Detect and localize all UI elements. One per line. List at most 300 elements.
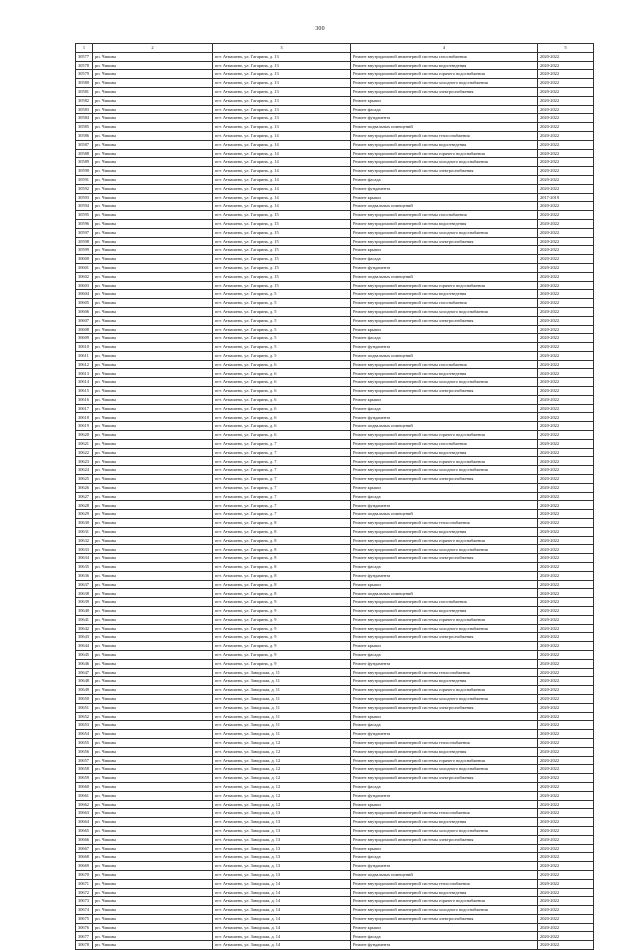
period-cell: 2020-2022	[538, 738, 594, 747]
address-cell: пгт. Атмашево, ул. Гагарина, д. 13	[213, 79, 351, 88]
period-cell: 2020-2022	[538, 439, 594, 448]
table-row	[76, 149, 594, 158]
address-cell: пгт. Атмашево, ул. Гагарина, д. 5	[213, 316, 351, 325]
municipality-cell: рп. Чишмы	[93, 439, 213, 448]
work-type-cell: Ремонт фасада	[351, 853, 538, 862]
municipality-cell: рп. Чишмы	[93, 589, 213, 598]
address-cell: пгт. Атмашево, ул. Гагарина, д. 8	[213, 589, 351, 598]
row-number-cell: 30674	[76, 906, 93, 915]
address-cell: пгт. Атмашево, ул. Гагарина, д. 8	[213, 536, 351, 545]
address-cell: пгт. Атмашево, ул. Гагарина, д. 15	[213, 211, 351, 220]
period-cell: 2020-2022	[538, 694, 594, 703]
period-cell: 2020-2022	[538, 501, 594, 510]
municipality-cell: рп. Чишмы	[93, 765, 213, 774]
municipality-cell: рп. Чишмы	[93, 351, 213, 360]
work-type-cell: Ремонт внутридомовой инженерной системы газоснабжения	[351, 211, 538, 220]
row-number-cell: 30653	[76, 721, 93, 730]
address-cell: пгт. Атмашево, ул. Гагарина, д. 13	[213, 114, 351, 123]
row-number-cell: 30640	[76, 607, 93, 616]
municipality-cell: рп. Чишмы	[93, 246, 213, 255]
work-type-cell: Ремонт крыши	[351, 712, 538, 721]
header-cell-municipality: 2	[93, 44, 213, 53]
header-cell-period: 5	[538, 44, 594, 53]
period-cell: 2020-2022	[538, 774, 594, 783]
address-cell: пгт. Атмашево, ул. Гагарина, д. 9	[213, 659, 351, 668]
row-number-cell: 30644	[76, 642, 93, 651]
municipality-cell: рп. Чишмы	[93, 387, 213, 396]
municipality-cell: рп. Чишмы	[93, 123, 213, 132]
work-type-cell: Ремонт подвальных помещений	[351, 123, 538, 132]
row-number-cell: 30658	[76, 765, 93, 774]
municipality-cell: рп. Чишмы	[93, 105, 213, 114]
period-cell: 2020-2022	[538, 615, 594, 624]
period-cell: 2020-2022	[538, 431, 594, 440]
municipality-cell: рп. Чишмы	[93, 914, 213, 923]
work-type-cell: Ремонт внутридомовой инженерной системы горячего водоснабжения	[351, 536, 538, 545]
work-type-cell: Ремонт фундамента	[351, 263, 538, 272]
row-number-cell: 30670	[76, 870, 93, 879]
table-row	[76, 246, 594, 255]
period-cell: 2020-2022	[538, 422, 594, 431]
address-cell: пгт. Атмашево, ул. Гагарина, д. 14	[213, 131, 351, 140]
municipality-cell: рп. Чишмы	[93, 193, 213, 202]
period-cell: 2020-2022	[538, 52, 594, 61]
address-cell: пгт. Атмашево, ул. Гагарина, д. 15	[213, 246, 351, 255]
work-type-cell: Ремонт внутридомовой инженерной системы водоотведения	[351, 219, 538, 228]
address-cell: пгт. Атмашево, ул. Гагарина, д. 15	[213, 263, 351, 272]
period-cell: 2020-2022	[538, 650, 594, 659]
work-type-cell: Ремонт внутридомовой инженерной системы теплоснабжения	[351, 879, 538, 888]
address-cell: пгт. Атмашево, ул. Гагарина, д. 13	[213, 105, 351, 114]
work-type-cell: Ремонт внутридомовой инженерной системы холодного водоснабжения	[351, 79, 538, 88]
address-cell: пгт. Атмашево, ул. Гагарина, д. 13	[213, 61, 351, 70]
municipality-cell: рп. Чишмы	[93, 650, 213, 659]
table-row	[76, 52, 594, 61]
period-cell: 2020-2022	[538, 862, 594, 871]
period-cell: 2020-2022	[538, 545, 594, 554]
period-cell: 2020-2022	[538, 70, 594, 79]
work-type-cell: Ремонт внутридомовой инженерной системы газоснабжения	[351, 439, 538, 448]
table-row	[76, 844, 594, 853]
row-number-cell: 30586	[76, 131, 93, 140]
row-number-cell: 30659	[76, 774, 93, 783]
address-cell: пгт. Атмашево, ул. Гагарина, д. 9	[213, 642, 351, 651]
table-row	[76, 307, 594, 316]
row-number-cell: 30617	[76, 404, 93, 413]
municipality-cell: рп. Чишмы	[93, 941, 213, 950]
municipality-cell: рп. Чишмы	[93, 659, 213, 668]
row-number-cell: 30580	[76, 79, 93, 88]
municipality-cell: рп. Чишмы	[93, 149, 213, 158]
work-type-cell: Ремонт внутридомовой инженерной системы водоотведения	[351, 369, 538, 378]
period-cell: 2020-2022	[538, 782, 594, 791]
table-row	[76, 131, 594, 140]
municipality-cell: рп. Чишмы	[93, 598, 213, 607]
address-cell: пгт. Атмашево, ул. Гагарина, д. 15	[213, 272, 351, 281]
municipality-cell: рп. Чишмы	[93, 615, 213, 624]
municipality-cell: рп. Чишмы	[93, 888, 213, 897]
work-type-cell: Ремонт внутридомовой инженерной системы горячего водоснабжения	[351, 686, 538, 695]
address-cell: пгт. Атмашево, ул. Заводская, д. 13	[213, 870, 351, 879]
row-number-cell: 30643	[76, 633, 93, 642]
work-type-cell: Ремонт внутридомовой инженерной системы электроснабжения	[351, 167, 538, 176]
row-number-cell: 30676	[76, 923, 93, 932]
municipality-cell: рп. Чишмы	[93, 862, 213, 871]
table-row	[76, 624, 594, 633]
municipality-cell: рп. Чишмы	[93, 211, 213, 220]
period-cell: 2020-2022	[538, 791, 594, 800]
table-row	[76, 721, 594, 730]
municipality-cell: рп. Чишмы	[93, 202, 213, 211]
table-row	[76, 255, 594, 264]
row-number-cell: 30646	[76, 659, 93, 668]
row-number-cell: 30635	[76, 563, 93, 572]
municipality-cell: рп. Чишмы	[93, 809, 213, 818]
address-cell: пгт. Атмашево, ул. Гагарина, д. 8	[213, 563, 351, 572]
table-row	[76, 571, 594, 580]
table-row	[76, 527, 594, 536]
municipality-cell: рп. Чишмы	[93, 237, 213, 246]
table-row	[76, 316, 594, 325]
address-cell: пгт. Атмашево, ул. Заводская, д. 11	[213, 712, 351, 721]
period-cell: 2020-2022	[538, 932, 594, 941]
address-cell: пгт. Атмашево, ул. Заводская, д. 12	[213, 747, 351, 756]
table-row	[76, 826, 594, 835]
municipality-cell: рп. Чишмы	[93, 756, 213, 765]
row-number-cell: 30678	[76, 941, 93, 950]
table-row	[76, 158, 594, 167]
table-row	[76, 483, 594, 492]
work-type-cell: Ремонт внутридомовой инженерной системы теплоснабжения	[351, 668, 538, 677]
table-row	[76, 536, 594, 545]
address-cell: пгт. Атмашево, ул. Гагарина, д. 6	[213, 422, 351, 431]
period-cell: 2020-2022	[538, 879, 594, 888]
period-cell: 2020-2022	[538, 888, 594, 897]
period-cell: 2020-2022	[538, 712, 594, 721]
row-number-cell: 30634	[76, 554, 93, 563]
table-row	[76, 589, 594, 598]
municipality-cell: рп. Чишмы	[93, 131, 213, 140]
work-type-cell: Ремонт внутридомовой инженерной системы горячего водоснабжения	[351, 431, 538, 440]
row-number-cell: 30595	[76, 211, 93, 220]
row-number-cell: 30628	[76, 501, 93, 510]
table-row	[76, 184, 594, 193]
table-row	[76, 334, 594, 343]
municipality-cell: рп. Чишмы	[93, 457, 213, 466]
work-type-cell: Ремонт внутридомовой инженерной системы холодного водоснабжения	[351, 694, 538, 703]
table-row	[76, 545, 594, 554]
address-cell: пгт. Атмашево, ул. Гагарина, д. 7	[213, 457, 351, 466]
address-cell: пгт. Атмашево, ул. Гагарина, д. 14	[213, 184, 351, 193]
work-type-cell: Ремонт внутридомовой инженерной системы теплоснабжения	[351, 738, 538, 747]
municipality-cell: рп. Чишмы	[93, 501, 213, 510]
table-row	[76, 835, 594, 844]
work-type-cell: Ремонт внутридомовой инженерной системы теплоснабжения	[351, 131, 538, 140]
municipality-cell: рп. Чишмы	[93, 818, 213, 827]
row-number-cell: 30651	[76, 703, 93, 712]
municipality-cell: рп. Чишмы	[93, 870, 213, 879]
table-row	[76, 105, 594, 114]
period-cell: 2020-2022	[538, 131, 594, 140]
table-row	[76, 712, 594, 721]
period-cell: 2020-2022	[538, 826, 594, 835]
work-type-cell: Ремонт подвальных помещений	[351, 351, 538, 360]
address-cell: пгт. Атмашево, ул. Гагарина, д. 6	[213, 395, 351, 404]
municipality-cell: рп. Чишмы	[93, 826, 213, 835]
table-row	[76, 686, 594, 695]
row-number-cell: 30618	[76, 413, 93, 422]
address-cell: пгт. Атмашево, ул. Гагарина, д. 14	[213, 158, 351, 167]
table-row	[76, 378, 594, 387]
work-type-cell: Ремонт подвальных помещений	[351, 272, 538, 281]
municipality-cell: рп. Чишмы	[93, 395, 213, 404]
row-number-cell: 30579	[76, 70, 93, 79]
work-type-cell: Ремонт подвальных помещений	[351, 589, 538, 598]
municipality-cell: рп. Чишмы	[93, 378, 213, 387]
table-row	[76, 633, 594, 642]
address-cell: пгт. Атмашево, ул. Заводская, д. 13	[213, 809, 351, 818]
row-number-cell: 30616	[76, 395, 93, 404]
row-number-cell: 30619	[76, 422, 93, 431]
row-number-cell: 30582	[76, 96, 93, 105]
period-cell: 2020-2022	[538, 914, 594, 923]
row-number-cell: 30592	[76, 184, 93, 193]
address-cell: пгт. Атмашево, ул. Гагарина, д. 14	[213, 149, 351, 158]
row-number-cell: 30578	[76, 61, 93, 70]
address-cell: пгт. Атмашево, ул. Заводская, д. 13	[213, 844, 351, 853]
work-type-cell: Ремонт фундамента	[351, 659, 538, 668]
work-type-cell: Ремонт фасада	[351, 563, 538, 572]
table-row	[76, 193, 594, 202]
municipality-cell: рп. Чишмы	[93, 475, 213, 484]
table-row	[76, 448, 594, 457]
row-number-cell: 30665	[76, 826, 93, 835]
municipality-cell: рп. Чишмы	[93, 343, 213, 352]
table-row	[76, 457, 594, 466]
period-cell: 2020-2022	[538, 448, 594, 457]
table-row	[76, 519, 594, 528]
header-cell-work-type: 4	[351, 44, 538, 53]
period-cell: 2020-2022	[538, 343, 594, 352]
municipality-cell: рп. Чишмы	[93, 184, 213, 193]
period-cell: 2020-2022	[538, 61, 594, 70]
table-row	[76, 668, 594, 677]
municipality-cell: рп. Чишмы	[93, 844, 213, 853]
work-type-cell: Ремонт фундамента	[351, 184, 538, 193]
row-number-cell: 30641	[76, 615, 93, 624]
row-number-cell: 30594	[76, 202, 93, 211]
row-number-cell: 30660	[76, 782, 93, 791]
table-row	[76, 510, 594, 519]
work-type-cell: Ремонт внутридомовой инженерной системы водоотведения	[351, 61, 538, 70]
municipality-cell: рп. Чишмы	[93, 897, 213, 906]
period-cell: 2020-2022	[538, 202, 594, 211]
period-cell: 2020-2022	[538, 316, 594, 325]
row-number-cell: 30625	[76, 475, 93, 484]
municipality-cell: рп. Чишмы	[93, 800, 213, 809]
period-cell: 2020-2022	[538, 290, 594, 299]
municipality-cell: рп. Чишмы	[93, 70, 213, 79]
municipality-cell: рп. Чишмы	[93, 580, 213, 589]
period-cell: 2020-2022	[538, 175, 594, 184]
table-row	[76, 598, 594, 607]
period-cell: 2020-2022	[538, 747, 594, 756]
table-row	[76, 219, 594, 228]
row-number-cell: 30598	[76, 237, 93, 246]
municipality-cell: рп. Чишмы	[93, 747, 213, 756]
period-cell: 2020-2022	[538, 835, 594, 844]
table-row	[76, 167, 594, 176]
period-cell: 2020-2022	[538, 703, 594, 712]
row-number-cell: 30648	[76, 677, 93, 686]
period-cell: 2020-2022	[538, 351, 594, 360]
table-row	[76, 738, 594, 747]
header-cell-number: 1	[76, 44, 93, 53]
period-cell: 2020-2022	[538, 527, 594, 536]
work-type-cell: Ремонт крыши	[351, 395, 538, 404]
municipality-cell: рп. Чишмы	[93, 167, 213, 176]
address-cell: пгт. Атмашево, ул. Гагарина, д. 7	[213, 510, 351, 519]
table-row	[76, 492, 594, 501]
address-cell: пгт. Атмашево, ул. Гагарина, д. 6	[213, 413, 351, 422]
address-cell: пгт. Атмашево, ул. Гагарина, д. 6	[213, 378, 351, 387]
period-cell: 2020-2022	[538, 255, 594, 264]
address-cell: пгт. Атмашево, ул. Гагарина, д. 13	[213, 87, 351, 96]
period-cell: 2020-2022	[538, 96, 594, 105]
work-type-cell: Ремонт крыши	[351, 193, 538, 202]
table-row	[76, 281, 594, 290]
work-type-cell: Ремонт внутридомовой инженерной системы горячего водоснабжения	[351, 149, 538, 158]
table-row	[76, 351, 594, 360]
table-row	[76, 563, 594, 572]
address-cell: пгт. Атмашево, ул. Заводская, д. 12	[213, 756, 351, 765]
period-cell: 2020-2022	[538, 325, 594, 334]
work-type-cell: Ремонт фасада	[351, 175, 538, 184]
municipality-cell: рп. Чишмы	[93, 325, 213, 334]
work-type-cell: Ремонт внутридомовой инженерной системы электроснабжения	[351, 554, 538, 563]
row-number-cell: 30585	[76, 123, 93, 132]
municipality-cell: рп. Чишмы	[93, 510, 213, 519]
row-number-cell: 30599	[76, 246, 93, 255]
table-row	[76, 395, 594, 404]
work-type-cell: Ремонт внутридомовой инженерной системы водоотведения	[351, 448, 538, 457]
table-row	[76, 211, 594, 220]
row-number-cell: 30657	[76, 756, 93, 765]
row-number-cell: 30667	[76, 844, 93, 853]
row-number-cell: 30593	[76, 193, 93, 202]
municipality-cell: рп. Чишмы	[93, 175, 213, 184]
municipality-cell: рп. Чишмы	[93, 307, 213, 316]
row-number-cell: 30675	[76, 914, 93, 923]
table-row	[76, 774, 594, 783]
work-type-cell: Ремонт фасада	[351, 932, 538, 941]
municipality-cell: рп. Чишмы	[93, 255, 213, 264]
municipality-cell: рп. Чишмы	[93, 360, 213, 369]
municipality-cell: рп. Чишмы	[93, 677, 213, 686]
municipality-cell: рп. Чишмы	[93, 791, 213, 800]
address-cell: пгт. Атмашево, ул. Гагарина, д. 7	[213, 448, 351, 457]
work-type-cell: Ремонт фундамента	[351, 343, 538, 352]
address-cell: пгт. Атмашево, ул. Заводская, д. 14	[213, 897, 351, 906]
row-number-cell: 30622	[76, 448, 93, 457]
address-cell: пгт. Атмашево, ул. Заводская, д. 12	[213, 765, 351, 774]
municipality-cell: рп. Чишмы	[93, 492, 213, 501]
row-number-cell: 30652	[76, 712, 93, 721]
address-cell: пгт. Атмашево, ул. Заводская, д. 14	[213, 888, 351, 897]
municipality-cell: рп. Чишмы	[93, 158, 213, 167]
municipality-cell: рп. Чишмы	[93, 114, 213, 123]
work-type-cell: Ремонт внутридомовой инженерной системы холодного водоснабжения	[351, 307, 538, 316]
work-type-cell: Ремонт фундамента	[351, 941, 538, 950]
period-cell: 2020-2022	[538, 677, 594, 686]
municipality-cell: рп. Чишмы	[93, 263, 213, 272]
address-cell: пгт. Атмашево, ул. Заводская, д. 14	[213, 932, 351, 941]
row-number-cell: 30639	[76, 598, 93, 607]
work-type-cell: Ремонт подвальных помещений	[351, 422, 538, 431]
municipality-cell: рп. Чишмы	[93, 334, 213, 343]
work-type-cell: Ремонт внутридомовой инженерной системы электроснабжения	[351, 633, 538, 642]
period-cell: 2020-2022	[538, 483, 594, 492]
period-cell: 2020-2022	[538, 800, 594, 809]
table-header-row	[76, 44, 594, 53]
period-cell: 2020-2022	[538, 228, 594, 237]
municipality-cell: рп. Чишмы	[93, 483, 213, 492]
row-number-cell: 30673	[76, 897, 93, 906]
address-cell: пгт. Атмашево, ул. Гагарина, д. 7	[213, 439, 351, 448]
row-number-cell: 30627	[76, 492, 93, 501]
table-row	[76, 923, 594, 932]
work-type-cell: Ремонт фундамента	[351, 413, 538, 422]
municipality-cell: рп. Чишмы	[93, 923, 213, 932]
table-row	[76, 870, 594, 879]
table-row	[76, 369, 594, 378]
municipality-cell: рп. Чишмы	[93, 774, 213, 783]
period-cell: 2020-2022	[538, 589, 594, 598]
address-cell: пгт. Атмашево, ул. Гагарина, д. 7	[213, 466, 351, 475]
period-cell: 2020-2022	[538, 307, 594, 316]
row-number-cell: 30596	[76, 219, 93, 228]
row-number-cell: 30655	[76, 738, 93, 747]
table-row	[76, 650, 594, 659]
period-cell: 2020-2022	[538, 607, 594, 616]
work-type-cell: Ремонт внутридомовой инженерной системы водоотведения	[351, 607, 538, 616]
address-cell: пгт. Атмашево, ул. Заводская, д. 14	[213, 914, 351, 923]
address-cell: пгт. Атмашево, ул. Заводская, д. 11	[213, 694, 351, 703]
municipality-cell: рп. Чишмы	[93, 79, 213, 88]
period-cell: 2020-2022	[538, 554, 594, 563]
period-cell: 2020-2022	[538, 870, 594, 879]
municipality-cell: рп. Чишмы	[93, 730, 213, 739]
work-type-cell: Ремонт крыши	[351, 325, 538, 334]
work-type-cell: Ремонт внутридомовой инженерной системы горячего водоснабжения	[351, 281, 538, 290]
period-cell: 2020-2022	[538, 281, 594, 290]
row-number-cell: 30600	[76, 255, 93, 264]
address-cell: пгт. Атмашево, ул. Гагарина, д. 14	[213, 140, 351, 149]
address-cell: пгт. Атмашево, ул. Гагарина, д. 5	[213, 325, 351, 334]
work-type-cell: Ремонт внутридомовой инженерной системы горячего водоснабжения	[351, 756, 538, 765]
period-cell: 2020-2022	[538, 906, 594, 915]
work-type-cell: Ремонт внутридомовой инженерной системы газоснабжения	[351, 360, 538, 369]
row-number-cell: 30654	[76, 730, 93, 739]
page-number: 300	[315, 26, 325, 32]
work-type-cell: Ремонт внутридомовой инженерной системы холодного водоснабжения	[351, 826, 538, 835]
period-cell: 2020-2022	[538, 378, 594, 387]
work-type-cell: Ремонт внутридомовой инженерной системы электроснабжения	[351, 87, 538, 96]
row-number-cell: 30621	[76, 439, 93, 448]
address-cell: пгт. Атмашево, ул. Заводская, д. 11	[213, 686, 351, 695]
period-cell: 2020-2022	[538, 158, 594, 167]
work-type-cell: Ремонт фасада	[351, 721, 538, 730]
